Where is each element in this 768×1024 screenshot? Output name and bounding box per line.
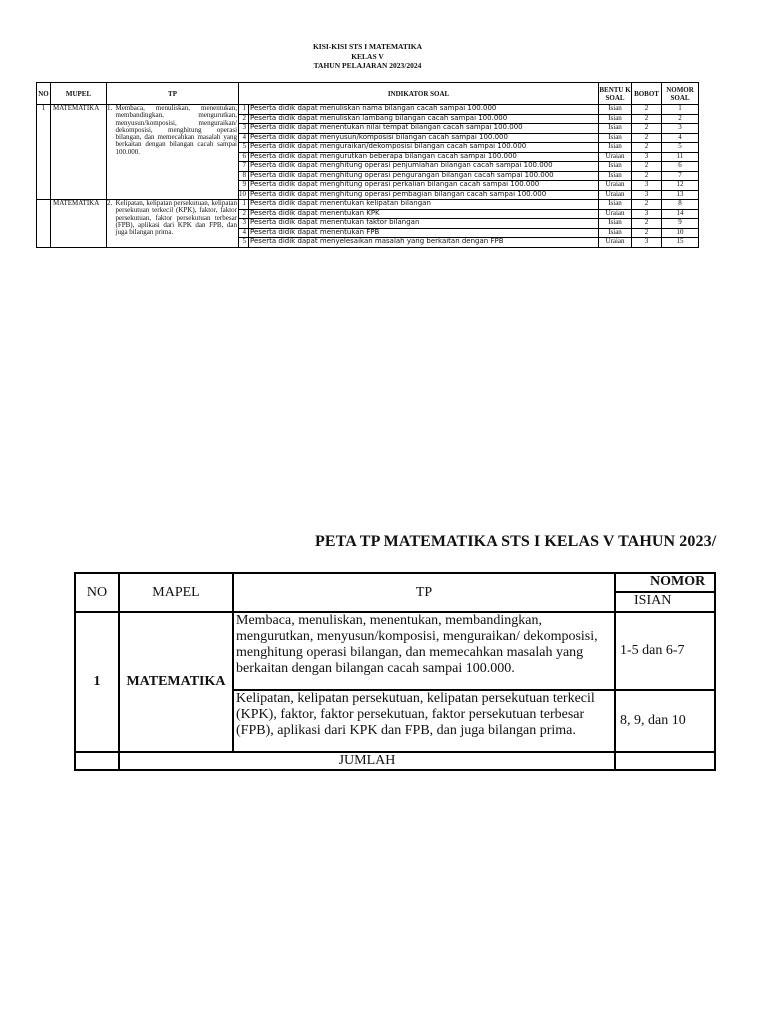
nomor-soal: 5 (662, 143, 699, 153)
bobot: 2 (632, 200, 662, 210)
peta-table-viewport (74, 572, 706, 772)
bentuk-soal: Isian (599, 114, 632, 124)
bobot: 2 (632, 124, 662, 134)
bentuk-soal: Isian (599, 124, 632, 134)
bentuk-soal: Uraian (599, 190, 632, 200)
peta-col-no: NO (75, 573, 119, 612)
indikator-text: Peserta didik dapat menentukan KPK (249, 209, 599, 219)
bentuk-soal: Isian (599, 200, 632, 210)
bentuk-soal: Isian (599, 133, 632, 143)
peta-isian-2: 8, 9, dan 10 (615, 690, 715, 752)
bentuk-soal: Isian (599, 143, 632, 153)
bobot: 3 (632, 152, 662, 162)
row-no: 1 (37, 105, 51, 200)
tp-number: 2. (107, 200, 116, 248)
nomor-soal: 4 (662, 133, 699, 143)
indikator-text: Peserta didik dapat menentukan faktor bilangan (249, 219, 599, 229)
indikator-number: 3 (239, 219, 249, 229)
peta-col-tp: TP (233, 573, 615, 612)
bobot: 3 (632, 190, 662, 200)
peta-col-nomor: NOMOR (615, 573, 715, 592)
indikator-number: 1 (239, 105, 249, 115)
peta-row-no: 1 (75, 612, 119, 752)
nomor-soal: 8 (662, 200, 699, 210)
indikator-text: Peserta didik dapat menyusun/komposisi bilangan cacah sampai 100.000 (249, 133, 599, 143)
bobot: 2 (632, 114, 662, 124)
indikator-number: 7 (239, 162, 249, 172)
nomor-soal: 12 (662, 181, 699, 191)
indikator-text: Peserta didik dapat mengurutkan beberapa bilangan cacah sampai 100.000 (249, 152, 599, 162)
bobot: 3 (632, 181, 662, 191)
indikator-number: 4 (239, 133, 249, 143)
row-mupel: MATEMATIKA (51, 200, 107, 248)
indikator-number: 8 (239, 171, 249, 181)
indikator-number: 5 (239, 143, 249, 153)
bobot: 3 (632, 209, 662, 219)
indikator-number: 4 (239, 228, 249, 238)
bobot: 2 (632, 133, 662, 143)
peta-col-mapel: MAPEL (119, 573, 233, 612)
bobot: 2 (632, 219, 662, 229)
indikator-number: 2 (239, 209, 249, 219)
peta-tp-table (74, 572, 716, 771)
peta-title: PETA TP MATEMATIKA STS I KELAS V TAHUN 2023/ (315, 533, 717, 550)
peta-row (75, 612, 715, 690)
indikator-number: 5 (239, 238, 249, 248)
col-tp: TP (107, 83, 239, 105)
nomor-soal: 13 (662, 190, 699, 200)
bentuk-soal: Uraian (599, 209, 632, 219)
indikator-text: Peserta didik dapat menguraikan/dekomposisi bilangan cacah sampai 100.000 (249, 143, 599, 153)
bentuk-soal: Isian (599, 162, 632, 172)
indikator-number: 2 (239, 114, 249, 124)
indikator-row (37, 105, 699, 115)
indikator-number: 3 (239, 124, 249, 134)
tp-text: Membaca, menuliskan, menentukan, membandingkan, mengurutkan, menyusun/komposisi, menguraikan/ dekomposisi, menghitung operasi bilangan, dan memecahkan masalah yang berkaitan dengan bilangan cacah sampai 100.000. (116, 105, 239, 200)
peta-row-mapel: MATEMATIKA (119, 612, 233, 752)
row-mupel: MATEMATIKA (51, 105, 107, 200)
nomor-soal: 10 (662, 228, 699, 238)
indikator-text: Peserta didik dapat menghitung operasi pengurangan bilangan cacah sampai 100.000 (249, 171, 599, 181)
kisi-kisi-table (36, 82, 699, 248)
peta-jumlah: JUMLAH (119, 752, 615, 770)
indikator-text: Peserta didik dapat menyelesaikan masalah yang berkaitan dengan FPB (249, 238, 599, 248)
peta-col-isian: ISIAN (615, 592, 715, 612)
indikator-text: Peserta didik dapat menentukan FPB (249, 228, 599, 238)
nomor-soal: 9 (662, 219, 699, 229)
bobot: 2 (632, 171, 662, 181)
nomor-soal: 7 (662, 171, 699, 181)
indikator-number: 9 (239, 181, 249, 191)
col-indikator: INDIKATOR SOAL (239, 83, 599, 105)
bentuk-soal: Isian (599, 228, 632, 238)
tp-text: Kelipatan, kelipatan persekutuan, kelipatan persekutuan terkecil (KPK), faktor, faktor persekutuan, faktor persekutuan terbesar (FPB), aplikasi dari KPK dan FPB, dan juga bilangan prima. (116, 200, 239, 248)
bentuk-soal: Isian (599, 105, 632, 115)
nomor-soal: 3 (662, 124, 699, 134)
indikator-text: Peserta didik dapat menghitung operasi penjumlahan bilangan cacah sampai 100.000 (249, 162, 599, 172)
col-mupel: MUPEL (51, 83, 107, 105)
indikator-text: Peserta didik dapat menghitung operasi pembagian bilangan cacah sampai 100.000 (249, 190, 599, 200)
col-no: NO (37, 83, 51, 105)
nomor-soal: 1 (662, 105, 699, 115)
indikator-text: Peserta didik dapat menentukan nilai tempat bilangan cacah sampai 100.000 (249, 124, 599, 134)
bentuk-soal: Isian (599, 171, 632, 181)
nomor-soal: 2 (662, 114, 699, 124)
bobot: 2 (632, 228, 662, 238)
indikator-number: 10 (239, 190, 249, 200)
col-bobot: BOBOT (632, 83, 662, 105)
indikator-text: Peserta didik dapat menentukan kelipatan bilangan (249, 200, 599, 210)
col-nomor: NOMOR SOAL (662, 83, 699, 105)
peta-tp-2: Kelipatan, kelipatan persekutuan, kelipatan persekutuan terkecil (KPK), faktor, faktor persekutuan, faktor persekutuan terbesar (FPB), aplikasi dari KPK dan FPB, dan juga bilangan prima. (233, 690, 615, 752)
bobot: 2 (632, 162, 662, 172)
peta-isian-1: 1-5 dan 6-7 (615, 612, 715, 690)
peta-header-row (75, 573, 715, 592)
bobot: 2 (632, 143, 662, 153)
bobot: 2 (632, 105, 662, 115)
bentuk-soal: Uraian (599, 152, 632, 162)
nomor-soal: 6 (662, 162, 699, 172)
bobot: 3 (632, 238, 662, 248)
bentuk-soal: Uraian (599, 181, 632, 191)
tp-number: 1. (107, 105, 116, 200)
indikator-number: 6 (239, 152, 249, 162)
bentuk-soal: Isian (599, 219, 632, 229)
kisi-header-row (37, 83, 699, 105)
nomor-soal: 14 (662, 209, 699, 219)
doc-year: TAHUN PELAJARAN 2023/2024 (313, 61, 422, 70)
indikator-text: Peserta didik dapat menuliskan lambang bilangan cacah sampai 100.000 (249, 114, 599, 124)
indikator-text: Peserta didik dapat menuliskan nama bilangan cacah sampai 100.000 (249, 105, 599, 115)
nomor-soal: 15 (662, 238, 699, 248)
row-no (37, 200, 51, 248)
peta-tp-1: Membaca, menuliskan, menentukan, membandingkan, mengurutkan, menyusun/komposisi, menguraikan/ dekomposisi, menghitung operasi bilangan, dan memecahkan masalah yang berkaitan dengan bilangan cacah sampai 100.000. (233, 612, 615, 690)
indikator-row (37, 200, 699, 210)
peta-jumlah-row (75, 752, 715, 770)
doc-title: KISI-KISI STS I MATEMATIKA (312, 42, 423, 51)
doc-class: KELAS V (351, 52, 384, 61)
nomor-soal: 11 (662, 152, 699, 162)
bentuk-soal: Uraian (599, 238, 632, 248)
col-bentuk: BENTU K SOAL (599, 83, 632, 105)
indikator-number: 1 (239, 200, 249, 210)
indikator-text: Peserta didik dapat menghitung operasi perkalian bilangan cacah sampai 100.000 (249, 181, 599, 191)
